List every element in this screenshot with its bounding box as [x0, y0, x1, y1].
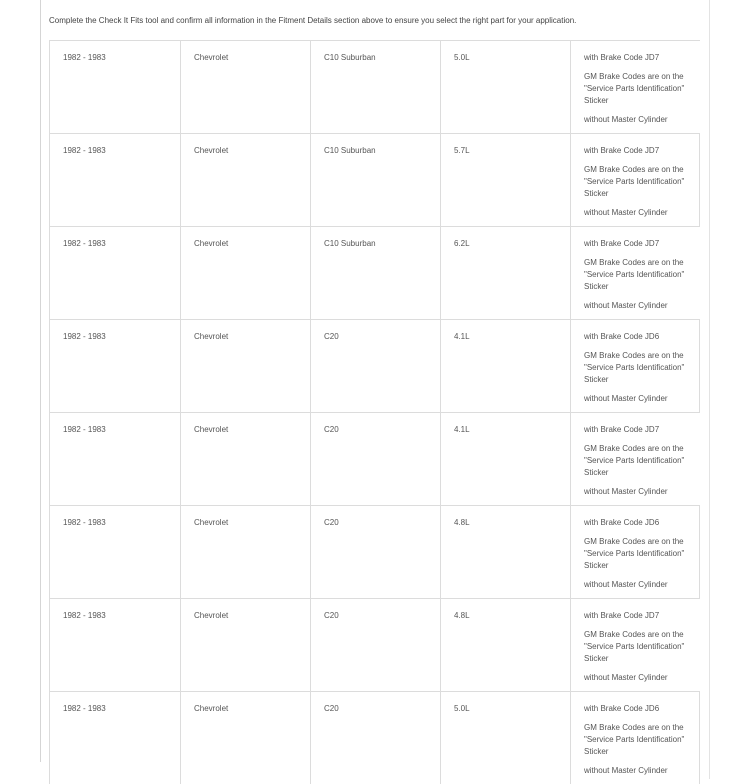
make-cell: Chevrolet	[181, 413, 311, 505]
make-cell: Chevrolet	[181, 134, 311, 226]
engine-cell: 5.7L	[441, 134, 571, 226]
engine-cell: 4.8L	[441, 506, 571, 598]
notes-cell	[571, 134, 701, 226]
year-cell: 1982 - 1983	[50, 227, 181, 319]
brake-code-location-note: GM Brake Codes are on the "Service Parts Identification" Sticker	[584, 258, 685, 291]
content-right-border	[709, 0, 710, 779]
engine-cell: 4.1L	[441, 413, 571, 505]
year-cell: 1982 - 1983	[50, 413, 181, 505]
fitment-notice: Complete the Check It Fits tool and confirm all information in the Fitment Details section above to ensure you select the right part for your application.	[49, 16, 577, 25]
year-cell: 1982 - 1983	[50, 320, 181, 412]
brake-code-note: with Brake Code JD7	[584, 239, 660, 248]
notes-cell	[571, 506, 701, 598]
master-cylinder-note: without Master Cylinder	[584, 580, 668, 589]
brake-code-location-note: GM Brake Codes are on the "Service Parts Identification" Sticker	[584, 537, 685, 570]
model-cell: C20	[311, 506, 441, 598]
make-cell: Chevrolet	[181, 692, 311, 784]
fitment-row	[49, 133, 700, 226]
master-cylinder-note: without Master Cylinder	[584, 301, 668, 310]
notes-cell	[571, 692, 701, 784]
model-cell: C20	[311, 692, 441, 784]
model-cell: C10 Suburban	[311, 134, 441, 226]
fitment-table	[49, 40, 700, 784]
master-cylinder-note: without Master Cylinder	[584, 766, 668, 775]
make-cell: Chevrolet	[181, 227, 311, 319]
year-cell: 1982 - 1983	[50, 599, 181, 691]
make-cell: Chevrolet	[181, 41, 311, 133]
year-cell: 1982 - 1983	[50, 692, 181, 784]
brake-code-note: with Brake Code JD6	[584, 704, 660, 713]
master-cylinder-note: without Master Cylinder	[584, 115, 668, 124]
engine-cell: 6.2L	[441, 227, 571, 319]
brake-code-location-note: GM Brake Codes are on the "Service Parts Identification" Sticker	[584, 444, 685, 477]
model-cell: C20	[311, 320, 441, 412]
year-cell: 1982 - 1983	[50, 41, 181, 133]
fitment-row	[49, 226, 700, 319]
make-cell: Chevrolet	[181, 506, 311, 598]
make-cell: Chevrolet	[181, 599, 311, 691]
master-cylinder-note: without Master Cylinder	[584, 394, 668, 403]
year-cell: 1982 - 1983	[50, 506, 181, 598]
content-left-border	[40, 0, 41, 762]
brake-code-note: with Brake Code JD7	[584, 53, 660, 62]
brake-code-location-note: GM Brake Codes are on the "Service Parts Identification" Sticker	[584, 630, 685, 663]
engine-cell: 4.8L	[441, 599, 571, 691]
notes-cell	[571, 41, 701, 133]
brake-code-note: with Brake Code JD7	[584, 611, 660, 620]
fitment-row	[49, 412, 700, 505]
notes-cell	[571, 227, 701, 319]
engine-cell: 5.0L	[441, 41, 571, 133]
brake-code-note: with Brake Code JD7	[584, 146, 660, 155]
year-cell: 1982 - 1983	[50, 134, 181, 226]
notes-cell	[571, 599, 701, 691]
brake-code-note: with Brake Code JD7	[584, 425, 660, 434]
master-cylinder-note: without Master Cylinder	[584, 487, 668, 496]
brake-code-location-note: GM Brake Codes are on the "Service Parts Identification" Sticker	[584, 72, 685, 105]
notes-cell	[571, 413, 701, 505]
master-cylinder-note: without Master Cylinder	[584, 208, 668, 217]
engine-cell: 5.0L	[441, 692, 571, 784]
brake-code-location-note: GM Brake Codes are on the "Service Parts Identification" Sticker	[584, 165, 685, 198]
fitment-row	[49, 505, 700, 598]
brake-code-location-note: GM Brake Codes are on the "Service Parts Identification" Sticker	[584, 723, 685, 756]
brake-code-note: with Brake Code JD6	[584, 518, 660, 527]
engine-cell: 4.1L	[441, 320, 571, 412]
model-cell: C20	[311, 599, 441, 691]
model-cell: C10 Suburban	[311, 41, 441, 133]
brake-code-location-note: GM Brake Codes are on the "Service Parts Identification" Sticker	[584, 351, 685, 384]
fitment-row	[49, 691, 700, 784]
brake-code-note: with Brake Code JD6	[584, 332, 660, 341]
model-cell: C20	[311, 413, 441, 505]
fitment-row	[49, 40, 700, 133]
fitment-row	[49, 598, 700, 691]
master-cylinder-note: without Master Cylinder	[584, 673, 668, 682]
make-cell: Chevrolet	[181, 320, 311, 412]
fitment-row	[49, 319, 700, 412]
model-cell: C10 Suburban	[311, 227, 441, 319]
notes-cell	[571, 320, 701, 412]
